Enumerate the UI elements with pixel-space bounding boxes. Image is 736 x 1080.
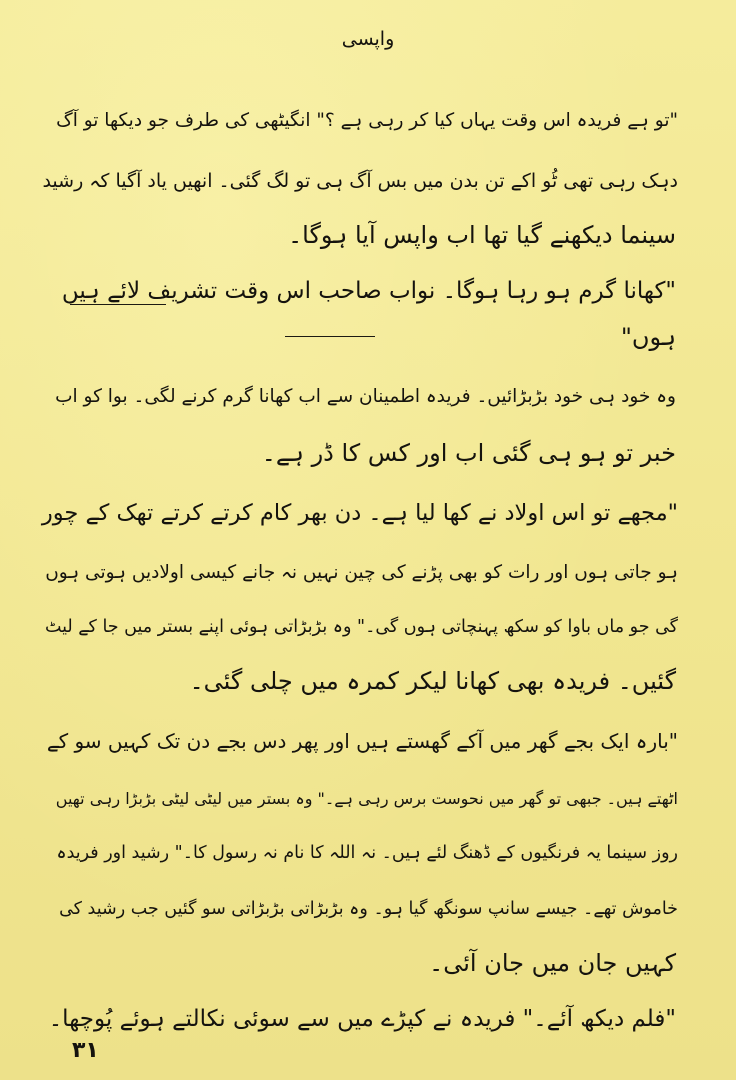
text-line: "مجھے تو اس اولاد نے کھا لیا ہے۔ دن بھر کام کرتے کرتے تھک کے چور [41,500,678,526]
text-line: سینما دیکھنے گیا تھا اب واپس آیا ہوگا۔ [288,221,676,249]
text-line: "فلم دیکھ آئے۔" فریدہ نے کپڑے میں سے سوئی نکالتے ہوئے پُوچھا۔ [48,1006,676,1032]
text-line: ہوں" [620,323,676,351]
text-line: وہ خود ہی خود بڑبڑائیں۔ فریدہ اطمینان سے اب کھانا گرم کرنے لگی۔ بوا کو اب [55,386,676,407]
dash-rule-right [70,304,166,305]
page-number: ٣١ [72,1038,99,1063]
text-line: گئیں۔ فریدہ بھی کھانا لیکر کمرہ میں چلی گئی۔ [189,667,676,695]
text-line: گی جو ماں باوا کو سکھ پہنچاتی ہوں گی۔" وہ بڑبڑاتی ہوئی اپنے بستر میں جا کے لیٹ [44,617,678,637]
text-line: دہک رہی تھی ٹُو اکے تن بدن میں بس آگ ہی تو لگ گئی۔ انھیں یاد آگیا کہ رشید [42,170,678,192]
running-head: واپسی [341,28,395,50]
text-line: اٹھتے ہیں۔ جبھی تو گھر میں نحوست برس رہی ہے۔" وہ بستر میں لیٹی لیٹی بڑبڑا رہی تھیں [55,789,678,808]
text-line: خاموش تھے۔ جیسے سانپ سونگھ گیا ہو۔ وہ بڑبڑاتی بڑبڑاتی سو گئیں جب رشید کی [59,899,678,919]
text-line: خبر تو ہو ہی گئی اب اور کس کا ڈر ہے۔ [261,439,676,467]
text-line: "بارہ ایک بجے گھر میں آکے گھستے ہیں اور پھر دس بجے دن تک کہیں سو کے [46,729,678,753]
text-line: "کھانا گرم ہو رہا ہوگا۔ نواب صاحب اس وقت تشریف لائے ہیں [61,278,676,304]
text-line: روز سینما یہ فرنگیوں کے ڈھنگ لئے ہیں۔ نہ اللہ کا نام نہ رسول کا۔" رشید اور فریدہ [56,843,678,863]
text-line: "تو ہے فریدہ اس وقت یہاں کیا کر رہی ہے ؟" انگیٹھی کی طرف جو دیکھا تو آگ [56,110,678,131]
text-line: ہو جاتی ہوں اور رات کو بھی پڑنے کی چین نہیں نہ جانے کیسی اولادیں ہوتی ہوں [45,562,678,583]
text-line: کہیں جان میں جان آئی۔ [429,949,676,977]
dash-rule-left [285,336,375,337]
